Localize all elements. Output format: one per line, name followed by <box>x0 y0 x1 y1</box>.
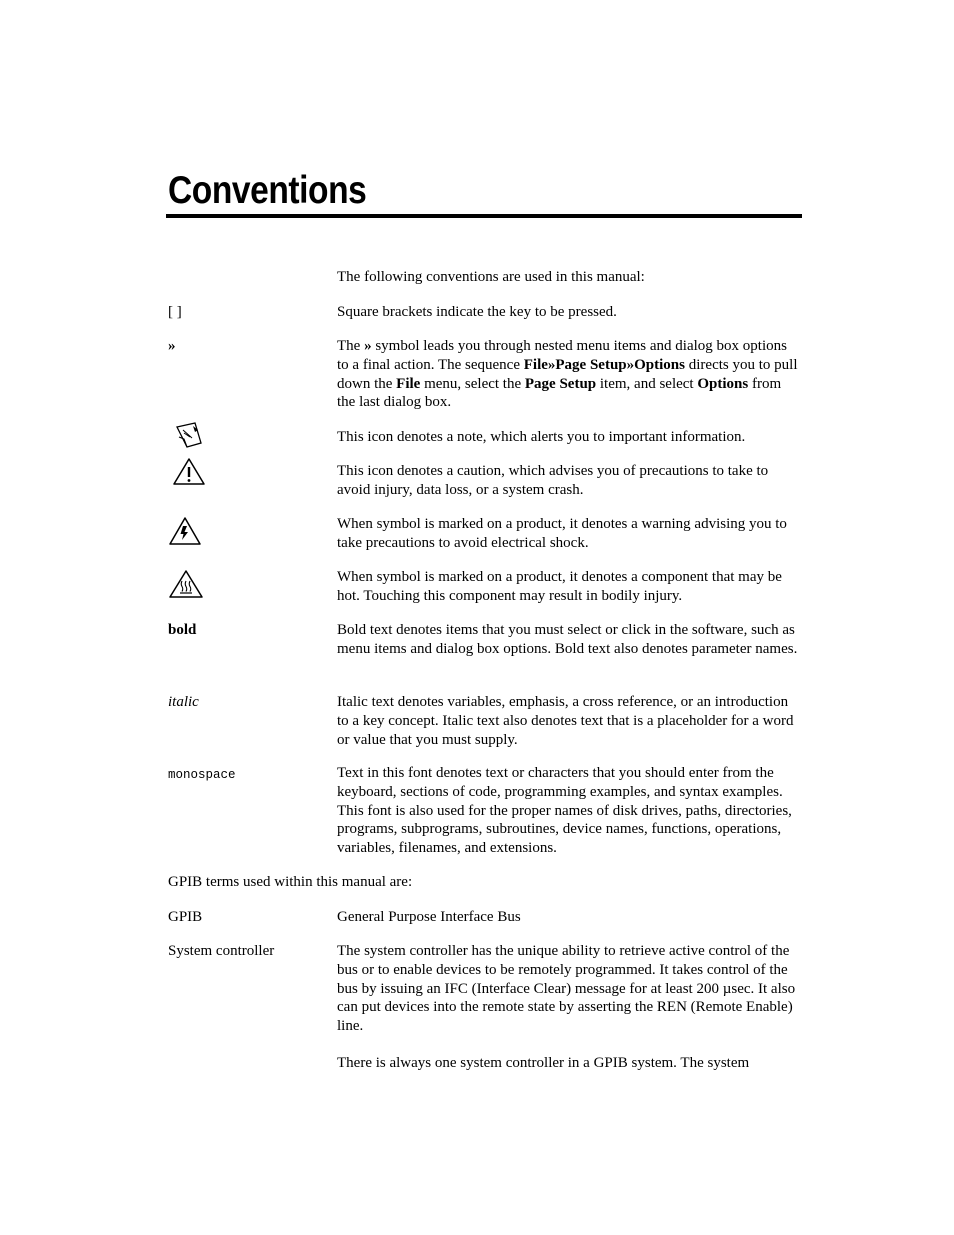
brackets-desc: Square brackets indicate the key to be pressed. <box>337 304 617 320</box>
arrow-term: » <box>168 338 176 354</box>
gpib-desc: General Purpose Interface Bus <box>337 909 521 925</box>
note-icon <box>174 421 204 449</box>
electrical-shock-icon <box>168 515 202 547</box>
shock-desc: When symbol is marked on a product, it denotes a warning advising you to take precautions to avoid electrical shock. <box>337 516 787 551</box>
gpib-intro-text: GPIB terms used within this manual are: <box>168 874 413 890</box>
caution-desc: This icon denotes a caution, which advises you of precautions to take to avoid injury, data loss, or a system crash. <box>337 463 769 498</box>
italic-term: italic <box>168 694 199 710</box>
system-controller-desc-2: There is always one system controller in a GPIB system. The system <box>337 1055 750 1071</box>
gpib-term: GPIB <box>168 909 203 925</box>
bold-desc: Bold text denotes items that you must select or click in the software, such as menu items and dialog box options. Bold text also denotes parameter names. <box>337 622 798 657</box>
hot-desc: When symbol is marked on a product, it denotes a component that may be hot. Touching this component may result in bodily injury. <box>337 569 782 604</box>
title-rule <box>166 214 802 218</box>
monospace-term: monospace <box>168 768 236 782</box>
monospace-desc: Text in this font denotes text or characters that you should enter from the keyboard, sections of code, programming examples, and syntax examples. This font is also used for the proper names of disk drives, paths, directories, programs, subprograms, subroutines, device names, functions, operations, variables, filenames, and extensions. <box>337 765 792 857</box>
caution-icon <box>172 457 206 487</box>
hot-surface-icon <box>168 568 204 600</box>
bold-term: bold <box>168 622 197 638</box>
intro-text: The following conventions are used in this manual: <box>337 269 645 285</box>
system-controller-term: System controller <box>168 943 275 959</box>
page-title: Conventions <box>168 169 367 212</box>
italic-desc: Italic text denotes variables, emphasis, a cross reference, or an introduction to a key concept. Italic text also denotes text that is a placeholder for a word or value that you must supply. <box>337 694 794 748</box>
system-controller-desc: The system controller has the unique ability to retrieve active control of the bus or to enable devices to be remotely programmed. It takes control of the bus by issuing an IFC (Interface Clear) message for at least 200 µsec. It also can put devices into the remote state by asserting the REN (Remote Enable) line. <box>337 943 796 1035</box>
brackets-term: [ ] <box>168 304 182 320</box>
arrow-desc: The » symbol leads you through nested menu items and dialog box options to a final action. The sequence File»Page Setup»Options directs you to pull down the File menu, select the Page Setup item, and select Options from the last dialog box. <box>337 338 798 411</box>
note-desc: This icon denotes a note, which alerts you to important information. <box>337 429 746 445</box>
